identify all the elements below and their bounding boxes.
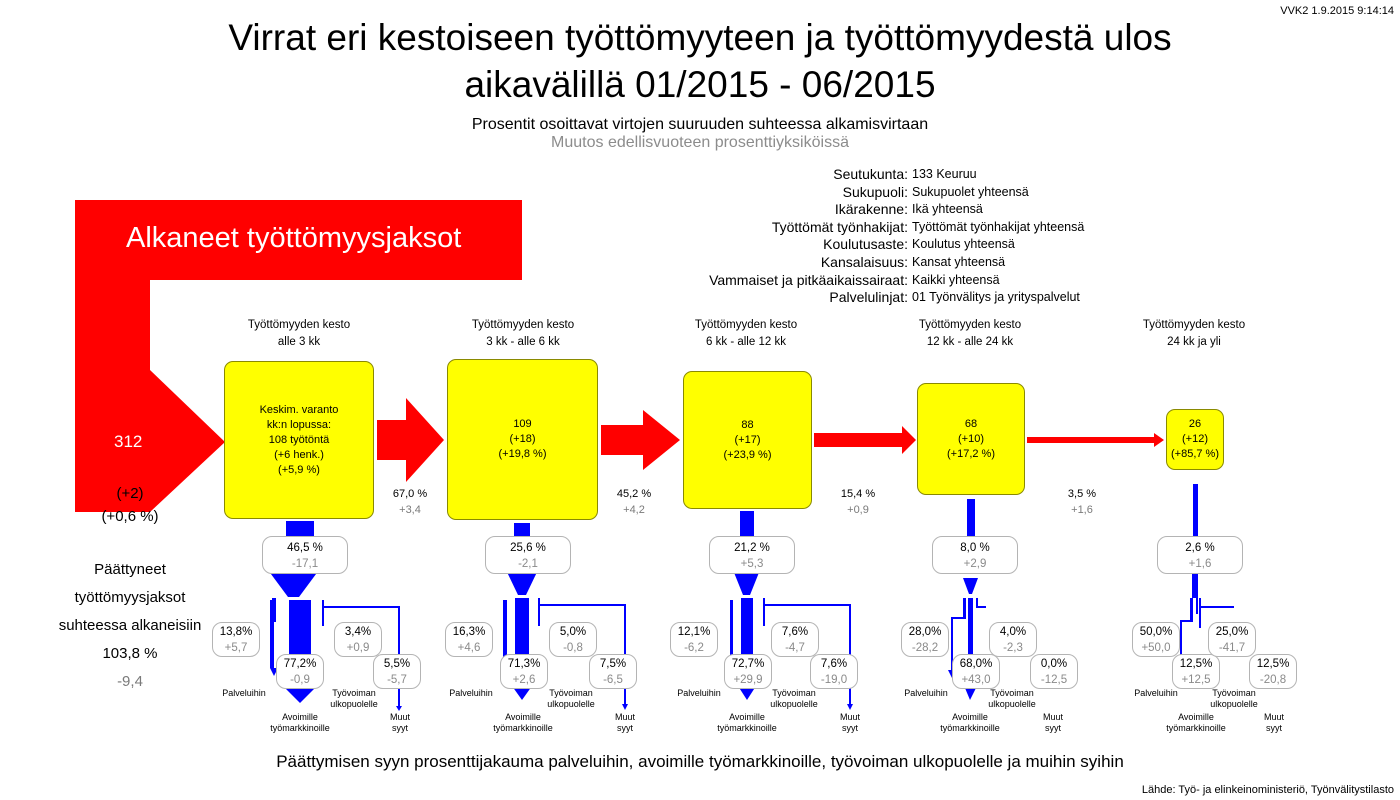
filter-label: Palvelulinjat: [829, 289, 908, 306]
dest-label-other-4: Muut syyt [1042, 712, 1063, 733]
duration-header-1: Työttömyyden kesto alle 3 kk [247, 319, 351, 348]
dest-label-other-5: Muut syyt [1263, 712, 1284, 733]
dest-pill-services-3: 12,1% -6,2 [670, 622, 718, 657]
dest-pill-outside-labour-1: 3,4% +0,9 [334, 622, 382, 657]
filter-value: 01 Työnvälitys ja yrityspalvelut [912, 290, 1080, 305]
filter-row [560, 219, 1084, 237]
stock-box-1: Keskim. varanto kk:n lopussa: 108 työtöntä (+6 henk.) (+5,9 %) [224, 361, 374, 519]
duration-header-3: Työttömyyden kesto 6 kk - alle 12 kk [694, 319, 798, 348]
dest-label-open-market-3: Avoimille työmarkkinoille [717, 712, 777, 733]
filter-label: Ikärakenne: [834, 201, 908, 218]
filter-value: 133 Keuruu [912, 167, 977, 181]
dest-pill-other-1: 5,5% -5,7 [373, 654, 421, 689]
dest-label-other-2: Muut syyt [614, 712, 635, 733]
duration-header-5: Työttömyyden kesto 24 kk ja yli [1142, 319, 1246, 348]
dest-label-open-market-5: Avoimille työmarkkinoille [1166, 712, 1226, 733]
source-note: Lähde: Työ- ja elinkeinoministeriö, Työnvälitystilasto [1141, 784, 1394, 796]
ended-label-line3: suhteessa alkaneisiin [58, 617, 202, 634]
subtitle-change-note: Muutos edellisvuoteen prosenttiyksiköissä [551, 134, 849, 151]
filter-value: Työttömät työnhakijat yhteensä [912, 219, 1085, 234]
dest-label-services-5: Palveluihin [1134, 688, 1178, 698]
stock-box-3: 88 (+17) (+23,9 %) [683, 371, 812, 509]
dest-pill-services-5: 50,0% +50,0 [1132, 622, 1180, 657]
dest-label-services-4: Palveluihin [904, 688, 948, 698]
page-title-line1: Virrat eri kestoiseen työttömyyteen ja työttömyydestä ulos [228, 17, 1172, 58]
filter-label: Sukupuoli: [842, 183, 908, 200]
exit-pill-1: 46,5 % -17,1 [262, 536, 348, 574]
dest-label-outside-labour-5: Työvoiman ulkopuolelle [1210, 688, 1258, 709]
dest-pill-open-market-5: 12,5% +12,5 [1172, 654, 1220, 689]
dest-label-outside-labour-1: Työvoiman ulkopuolelle [330, 688, 378, 709]
exit-pill-3: 21,2 % +5,3 [709, 536, 795, 574]
timestamp: VVK2 1.9.2015 9:14:14 [1280, 5, 1394, 17]
filter-label: Kansalaisuus: [820, 253, 908, 270]
filter-row [560, 184, 1084, 202]
dest-pill-other-4: 0,0% -12,5 [1030, 654, 1078, 689]
flow-label-1: 67,0 % +3,4 [392, 488, 428, 516]
footer-caption: Päättymisen syyn prosenttijakauma palveluihin, avoimille työmarkkinoille, työvoiman ulkopuolelle ja muihin syihin [276, 752, 1124, 771]
started-periods-value: 312 [114, 432, 143, 451]
dest-label-outside-labour-4: Työvoiman ulkopuolelle [988, 688, 1036, 709]
started-periods-label: Alkaneet työttömyysjaksot [126, 222, 462, 254]
dest-label-services-1: Palveluihin [222, 688, 266, 698]
filter-row [560, 289, 1084, 307]
filter-label: Vammaiset ja pitkäaikaissairaat: [709, 271, 908, 288]
duration-header-4: Työttömyyden kesto 12 kk - alle 24 kk [918, 319, 1022, 348]
filter-value: Sukupuolet yhteensä [912, 184, 1029, 199]
ended-periods-block [40, 556, 220, 696]
flow-arrow-4 [1027, 433, 1164, 447]
dest-pill-open-market-2: 71,3% +2,6 [500, 654, 548, 689]
dest-label-open-market-4: Avoimille työmarkkinoille [940, 712, 1000, 733]
started-change-pct: (+0,6 %) [101, 508, 159, 525]
filter-row [560, 201, 1084, 219]
dest-pill-outside-labour-4: 4,0% -2,3 [989, 622, 1037, 657]
dest-pill-services-4: 28,0% -28,2 [901, 622, 949, 657]
dest-pill-open-market-1: 77,2% -0,9 [276, 654, 324, 689]
subtitle: Prosentit osoittavat virtojen suuruuden suhteessa alkamisvirtaan [471, 116, 929, 133]
page-title-line2: aikavälillä 01/2015 - 06/2015 [464, 64, 936, 105]
ended-label-line1: Päättyneet [94, 561, 166, 578]
dest-label-outside-labour-2: Työvoiman ulkopuolelle [547, 688, 595, 709]
flow-arrow-2 [601, 410, 680, 470]
stock-box-2: 109 (+18) (+19,8 %) [447, 359, 598, 520]
dest-pill-other-5: 12,5% -20,8 [1249, 654, 1297, 689]
flow-arrow-1 [377, 398, 444, 482]
dest-label-other-1: Muut syyt [389, 712, 410, 733]
flow-label-4: 3,5 % +1,6 [1067, 488, 1097, 516]
exit-pill-5: 2,6 % +1,6 [1157, 536, 1243, 574]
dest-pill-outside-labour-5: 25,0% -41,7 [1208, 622, 1256, 657]
filter-value: Ikä yhteensä [912, 202, 983, 217]
dest-label-services-3: Palveluihin [677, 688, 721, 698]
dest-label-outside-labour-3: Työvoiman ulkopuolelle [770, 688, 818, 709]
filter-list [560, 166, 1084, 307]
filter-row [560, 254, 1084, 272]
filter-label: Työttömät työnhakijat: [771, 218, 908, 235]
filter-label: Seutukunta: [833, 166, 908, 182]
exit-pill-4: 8,0 % +2,9 [932, 536, 1018, 574]
filter-row [560, 236, 1084, 254]
dest-pill-outside-labour-2: 5,0% -0,8 [549, 622, 597, 657]
dest-pill-outside-labour-3: 7,6% -4,7 [771, 622, 819, 657]
dest-pill-other-2: 7,5% -6,5 [589, 654, 637, 689]
dest-label-open-market-1: Avoimille työmarkkinoille [270, 712, 330, 733]
dest-pill-services-2: 16,3% +4,6 [445, 622, 493, 657]
ended-label-line2: työttömyysjaksot [74, 589, 186, 606]
flow-arrow-3 [814, 426, 916, 454]
filter-value: Kaikki yhteensä [912, 272, 1000, 287]
stock-box-5: 26 (+12) (+85,7 %) [1166, 409, 1224, 470]
dest-label-other-3: Muut syyt [839, 712, 860, 733]
dest-pill-open-market-3: 72,7% +29,9 [724, 654, 772, 689]
filter-value: Kansat yhteensä [912, 254, 1006, 269]
flow-label-3: 15,4 % +0,9 [840, 488, 876, 516]
dest-label-services-2: Palveluihin [449, 688, 493, 698]
ended-value: 103,8 % [102, 645, 158, 662]
duration-header-2: Työttömyyden kesto 3 kk - alle 6 kk [471, 319, 575, 348]
filter-value: Koulutus yhteensä [912, 237, 1015, 252]
ended-change: -9,4 [117, 673, 143, 690]
filter-row [560, 272, 1084, 290]
dest-label-open-market-2: Avoimille työmarkkinoille [493, 712, 553, 733]
flow-label-2: 45,2 % +4,2 [616, 488, 652, 516]
filter-label: Koulutusaste: [823, 236, 908, 253]
started-change: (+2) [116, 485, 144, 502]
filter-row [560, 166, 1084, 184]
stock-box-4: 68 (+10) (+17,2 %) [917, 383, 1025, 495]
exit-pill-2: 25,6 % -2,1 [485, 536, 571, 574]
dest-pill-services-1: 13,8% +5,7 [212, 622, 260, 657]
dest-pill-other-3: 7,6% -19,0 [810, 654, 858, 689]
dest-pill-open-market-4: 68,0% +43,0 [952, 654, 1000, 689]
